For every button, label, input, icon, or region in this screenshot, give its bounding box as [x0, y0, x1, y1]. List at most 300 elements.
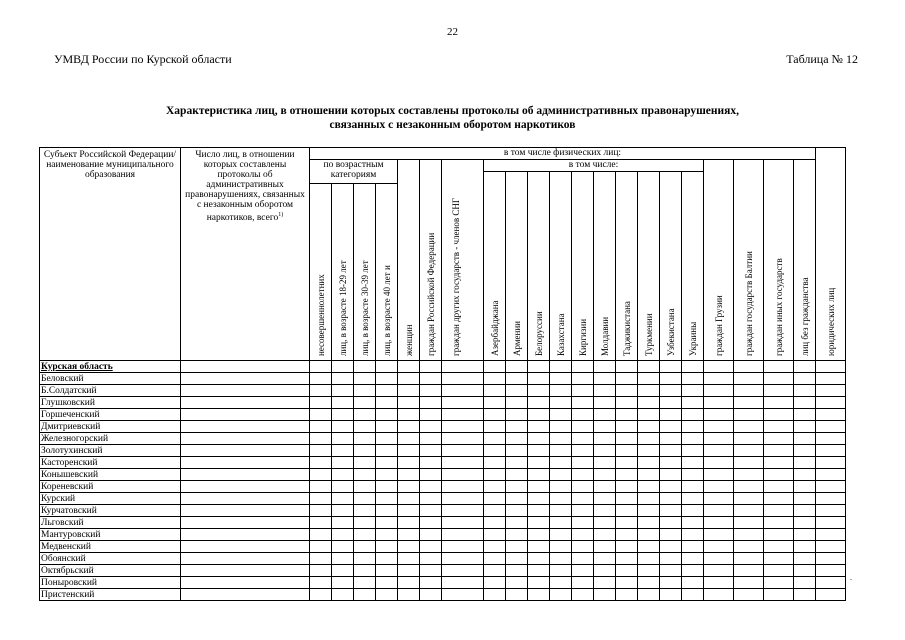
table-cell[interactable] — [660, 529, 682, 541]
table-cell[interactable] — [181, 385, 310, 397]
table-cell[interactable] — [420, 541, 442, 553]
table-cell[interactable] — [376, 385, 398, 397]
table-cell[interactable] — [638, 565, 660, 577]
table-cell[interactable] — [682, 553, 704, 565]
table-cell[interactable] — [660, 481, 682, 493]
table-cell[interactable] — [398, 397, 420, 409]
table-cell[interactable] — [816, 361, 846, 373]
table-cell[interactable] — [594, 469, 616, 481]
table-cell[interactable] — [181, 373, 310, 385]
table-cell[interactable] — [616, 421, 638, 433]
table-cell[interactable] — [734, 505, 764, 517]
table-cell[interactable] — [484, 565, 506, 577]
table-cell[interactable] — [332, 385, 354, 397]
table-cell[interactable] — [594, 421, 616, 433]
table-cell[interactable] — [638, 421, 660, 433]
table-cell[interactable] — [660, 553, 682, 565]
table-cell[interactable] — [638, 373, 660, 385]
table-cell[interactable] — [816, 385, 846, 397]
table-cell[interactable] — [816, 541, 846, 553]
table-cell[interactable] — [310, 589, 332, 601]
table-cell[interactable] — [376, 469, 398, 481]
table-cell[interactable] — [420, 421, 442, 433]
table-cell[interactable] — [572, 529, 594, 541]
table-cell[interactable] — [734, 541, 764, 553]
table-cell[interactable] — [310, 553, 332, 565]
table-cell[interactable] — [420, 589, 442, 601]
table-cell[interactable] — [354, 565, 376, 577]
table-cell[interactable] — [310, 373, 332, 385]
table-cell[interactable] — [398, 421, 420, 433]
table-cell[interactable] — [734, 397, 764, 409]
table-cell[interactable] — [420, 397, 442, 409]
table-cell[interactable] — [616, 445, 638, 457]
table-cell[interactable] — [550, 577, 572, 589]
table-cell[interactable] — [354, 445, 376, 457]
table-cell[interactable] — [310, 481, 332, 493]
table-cell[interactable] — [638, 457, 660, 469]
table-cell[interactable] — [398, 469, 420, 481]
table-cell[interactable] — [332, 589, 354, 601]
table-cell[interactable] — [181, 493, 310, 505]
table-cell[interactable] — [616, 385, 638, 397]
table-cell[interactable] — [682, 445, 704, 457]
table-cell[interactable] — [764, 589, 794, 601]
table-cell[interactable] — [442, 409, 484, 421]
table-cell[interactable] — [764, 493, 794, 505]
table-cell[interactable] — [734, 385, 764, 397]
table-cell[interactable] — [376, 517, 398, 529]
table-cell[interactable] — [764, 421, 794, 433]
table-cell[interactable] — [528, 361, 550, 373]
table-cell[interactable] — [550, 385, 572, 397]
table-cell[interactable] — [616, 541, 638, 553]
table-cell[interactable] — [332, 469, 354, 481]
table-cell[interactable] — [704, 361, 734, 373]
table-cell[interactable] — [354, 421, 376, 433]
table-cell[interactable] — [528, 553, 550, 565]
table-cell[interactable] — [310, 493, 332, 505]
table-cell[interactable] — [528, 397, 550, 409]
table-cell[interactable] — [420, 577, 442, 589]
table-cell[interactable] — [310, 517, 332, 529]
table-cell[interactable] — [660, 565, 682, 577]
table-cell[interactable] — [376, 373, 398, 385]
table-cell[interactable] — [484, 457, 506, 469]
table-cell[interactable] — [398, 373, 420, 385]
table-cell[interactable] — [660, 505, 682, 517]
table-cell[interactable] — [506, 493, 528, 505]
table-cell[interactable] — [376, 565, 398, 577]
table-cell[interactable] — [572, 517, 594, 529]
table-cell[interactable] — [354, 361, 376, 373]
table-cell[interactable] — [638, 397, 660, 409]
table-cell[interactable] — [660, 445, 682, 457]
table-cell[interactable] — [594, 505, 616, 517]
table-cell[interactable] — [354, 505, 376, 517]
table-cell[interactable] — [354, 373, 376, 385]
table-cell[interactable] — [398, 457, 420, 469]
table-cell[interactable] — [764, 541, 794, 553]
table-cell[interactable] — [398, 505, 420, 517]
table-cell[interactable] — [660, 361, 682, 373]
table-cell[interactable] — [550, 505, 572, 517]
table-cell[interactable] — [420, 409, 442, 421]
table-cell[interactable] — [704, 517, 734, 529]
table-cell[interactable] — [616, 409, 638, 421]
table-cell[interactable] — [594, 589, 616, 601]
table-cell[interactable] — [682, 565, 704, 577]
table-cell[interactable] — [398, 577, 420, 589]
table-cell[interactable] — [354, 493, 376, 505]
table-cell[interactable] — [354, 397, 376, 409]
table-cell[interactable] — [616, 589, 638, 601]
table-cell[interactable] — [506, 589, 528, 601]
table-cell[interactable] — [484, 469, 506, 481]
table-cell[interactable] — [660, 517, 682, 529]
table-cell[interactable] — [704, 493, 734, 505]
table-cell[interactable] — [794, 445, 816, 457]
table-cell[interactable] — [816, 493, 846, 505]
table-cell[interactable] — [638, 589, 660, 601]
table-cell[interactable] — [550, 445, 572, 457]
table-cell[interactable] — [794, 541, 816, 553]
table-cell[interactable] — [398, 565, 420, 577]
table-cell[interactable] — [704, 385, 734, 397]
table-cell[interactable] — [734, 589, 764, 601]
table-cell[interactable] — [442, 553, 484, 565]
table-cell[interactable] — [734, 361, 764, 373]
table-cell[interactable] — [816, 433, 846, 445]
table-cell[interactable] — [660, 457, 682, 469]
table-cell[interactable] — [638, 529, 660, 541]
table-cell[interactable] — [794, 457, 816, 469]
table-cell[interactable] — [442, 469, 484, 481]
table-cell[interactable] — [638, 385, 660, 397]
table-cell[interactable] — [594, 397, 616, 409]
table-cell[interactable] — [506, 433, 528, 445]
table-cell[interactable] — [764, 457, 794, 469]
table-cell[interactable] — [682, 541, 704, 553]
table-cell[interactable] — [354, 469, 376, 481]
table-cell[interactable] — [816, 553, 846, 565]
table-cell[interactable] — [660, 421, 682, 433]
table-cell[interactable] — [484, 421, 506, 433]
table-cell[interactable] — [682, 505, 704, 517]
table-cell[interactable] — [484, 373, 506, 385]
table-cell[interactable] — [398, 517, 420, 529]
table-cell[interactable] — [310, 541, 332, 553]
table-cell[interactable] — [181, 589, 310, 601]
table-cell[interactable] — [398, 553, 420, 565]
table-cell[interactable] — [484, 409, 506, 421]
table-cell[interactable] — [310, 433, 332, 445]
table-cell[interactable] — [682, 409, 704, 421]
table-cell[interactable] — [660, 541, 682, 553]
table-cell[interactable] — [816, 589, 846, 601]
table-cell[interactable] — [376, 445, 398, 457]
table-cell[interactable] — [181, 457, 310, 469]
table-cell[interactable] — [764, 577, 794, 589]
table-cell[interactable] — [682, 361, 704, 373]
table-cell[interactable] — [704, 529, 734, 541]
table-cell[interactable] — [794, 373, 816, 385]
table-cell[interactable] — [398, 529, 420, 541]
table-cell[interactable] — [376, 553, 398, 565]
table-cell[interactable] — [704, 481, 734, 493]
table-cell[interactable] — [794, 481, 816, 493]
table-cell[interactable] — [354, 433, 376, 445]
table-cell[interactable] — [484, 505, 506, 517]
table-cell[interactable] — [506, 565, 528, 577]
table-cell[interactable] — [332, 565, 354, 577]
table-cell[interactable] — [794, 385, 816, 397]
table-cell[interactable] — [376, 493, 398, 505]
table-cell[interactable] — [572, 505, 594, 517]
table-cell[interactable] — [506, 373, 528, 385]
table-cell[interactable] — [376, 397, 398, 409]
table-cell[interactable] — [660, 589, 682, 601]
table-cell[interactable] — [616, 505, 638, 517]
table-cell[interactable] — [420, 481, 442, 493]
table-cell[interactable] — [484, 445, 506, 457]
table-cell[interactable] — [616, 529, 638, 541]
table-cell[interactable] — [354, 385, 376, 397]
table-cell[interactable] — [704, 457, 734, 469]
table-cell[interactable] — [682, 481, 704, 493]
table-cell[interactable] — [794, 565, 816, 577]
table-cell[interactable] — [528, 421, 550, 433]
table-cell[interactable] — [550, 541, 572, 553]
table-cell[interactable] — [506, 517, 528, 529]
table-cell[interactable] — [398, 541, 420, 553]
table-cell[interactable] — [442, 493, 484, 505]
table-cell[interactable] — [638, 505, 660, 517]
table-cell[interactable] — [638, 361, 660, 373]
table-cell[interactable] — [376, 421, 398, 433]
table-cell[interactable] — [484, 433, 506, 445]
table-cell[interactable] — [794, 493, 816, 505]
table-cell[interactable] — [420, 493, 442, 505]
table-cell[interactable] — [794, 409, 816, 421]
table-cell[interactable] — [398, 445, 420, 457]
table-cell[interactable] — [734, 373, 764, 385]
table-cell[interactable] — [528, 457, 550, 469]
table-cell[interactable] — [528, 517, 550, 529]
table-cell[interactable] — [398, 385, 420, 397]
table-cell[interactable] — [638, 517, 660, 529]
table-cell[interactable] — [572, 553, 594, 565]
table-cell[interactable] — [572, 433, 594, 445]
table-cell[interactable] — [734, 493, 764, 505]
table-cell[interactable] — [704, 505, 734, 517]
table-cell[interactable] — [816, 577, 846, 589]
table-cell[interactable] — [332, 541, 354, 553]
table-cell[interactable] — [310, 421, 332, 433]
table-cell[interactable] — [354, 481, 376, 493]
table-cell[interactable] — [638, 409, 660, 421]
table-cell[interactable] — [181, 529, 310, 541]
table-cell[interactable] — [181, 481, 310, 493]
table-cell[interactable] — [764, 433, 794, 445]
table-cell[interactable] — [638, 445, 660, 457]
table-cell[interactable] — [376, 589, 398, 601]
table-cell[interactable] — [764, 373, 794, 385]
table-cell[interactable] — [442, 457, 484, 469]
table-cell[interactable] — [528, 385, 550, 397]
table-cell[interactable] — [572, 397, 594, 409]
table-cell[interactable] — [764, 553, 794, 565]
table-cell[interactable] — [506, 445, 528, 457]
table-cell[interactable] — [638, 481, 660, 493]
table-cell[interactable] — [572, 541, 594, 553]
table-cell[interactable] — [528, 589, 550, 601]
table-cell[interactable] — [572, 469, 594, 481]
table-cell[interactable] — [616, 433, 638, 445]
table-cell[interactable] — [594, 529, 616, 541]
table-cell[interactable] — [704, 589, 734, 601]
table-cell[interactable] — [682, 397, 704, 409]
table-cell[interactable] — [420, 469, 442, 481]
table-cell[interactable] — [376, 433, 398, 445]
table-cell[interactable] — [704, 421, 734, 433]
table-cell[interactable] — [398, 361, 420, 373]
table-cell[interactable] — [354, 541, 376, 553]
table-cell[interactable] — [734, 529, 764, 541]
table-cell[interactable] — [794, 505, 816, 517]
table-cell[interactable] — [794, 589, 816, 601]
table-cell[interactable] — [816, 481, 846, 493]
table-cell[interactable] — [572, 421, 594, 433]
table-cell[interactable] — [794, 361, 816, 373]
table-cell[interactable] — [528, 505, 550, 517]
table-cell[interactable] — [484, 553, 506, 565]
table-cell[interactable] — [794, 469, 816, 481]
table-cell[interactable] — [594, 577, 616, 589]
table-cell[interactable] — [442, 361, 484, 373]
table-cell[interactable] — [594, 553, 616, 565]
table-cell[interactable] — [376, 361, 398, 373]
table-cell[interactable] — [420, 517, 442, 529]
table-cell[interactable] — [550, 373, 572, 385]
table-cell[interactable] — [332, 361, 354, 373]
table-cell[interactable] — [332, 517, 354, 529]
table-cell[interactable] — [442, 445, 484, 457]
table-cell[interactable] — [682, 433, 704, 445]
table-cell[interactable] — [704, 565, 734, 577]
table-cell[interactable] — [442, 589, 484, 601]
table-cell[interactable] — [310, 469, 332, 481]
table-cell[interactable] — [442, 541, 484, 553]
table-cell[interactable] — [660, 385, 682, 397]
table-cell[interactable] — [816, 565, 846, 577]
table-cell[interactable] — [442, 385, 484, 397]
table-cell[interactable] — [506, 457, 528, 469]
table-cell[interactable] — [638, 541, 660, 553]
table-cell[interactable] — [506, 529, 528, 541]
table-cell[interactable] — [816, 445, 846, 457]
table-cell[interactable] — [310, 385, 332, 397]
table-cell[interactable] — [594, 409, 616, 421]
table-cell[interactable] — [442, 373, 484, 385]
table-cell[interactable] — [550, 481, 572, 493]
table-cell[interactable] — [794, 397, 816, 409]
table-cell[interactable] — [181, 409, 310, 421]
table-cell[interactable] — [734, 553, 764, 565]
table-cell[interactable] — [310, 457, 332, 469]
table-cell[interactable] — [550, 421, 572, 433]
table-cell[interactable] — [764, 397, 794, 409]
table-cell[interactable] — [332, 373, 354, 385]
table-cell[interactable] — [616, 481, 638, 493]
table-cell[interactable] — [704, 541, 734, 553]
table-cell[interactable] — [398, 409, 420, 421]
table-cell[interactable] — [506, 577, 528, 589]
table-cell[interactable] — [528, 565, 550, 577]
table-cell[interactable] — [376, 457, 398, 469]
table-cell[interactable] — [506, 421, 528, 433]
table-cell[interactable] — [704, 469, 734, 481]
table-cell[interactable] — [704, 373, 734, 385]
table-cell[interactable] — [764, 469, 794, 481]
table-cell[interactable] — [354, 457, 376, 469]
table-cell[interactable] — [332, 409, 354, 421]
table-cell[interactable] — [420, 505, 442, 517]
table-cell[interactable] — [484, 397, 506, 409]
table-cell[interactable] — [550, 589, 572, 601]
table-cell[interactable] — [660, 577, 682, 589]
table-cell[interactable] — [484, 493, 506, 505]
table-cell[interactable] — [442, 481, 484, 493]
table-cell[interactable] — [442, 421, 484, 433]
table-cell[interactable] — [181, 397, 310, 409]
table-cell[interactable] — [332, 577, 354, 589]
table-cell[interactable] — [616, 397, 638, 409]
table-cell[interactable] — [506, 361, 528, 373]
table-cell[interactable] — [764, 445, 794, 457]
table-cell[interactable] — [764, 565, 794, 577]
table-cell[interactable] — [550, 553, 572, 565]
table-cell[interactable] — [704, 553, 734, 565]
table-cell[interactable] — [616, 565, 638, 577]
table-cell[interactable] — [484, 517, 506, 529]
table-cell[interactable] — [528, 529, 550, 541]
table-cell[interactable] — [638, 469, 660, 481]
table-cell[interactable] — [794, 421, 816, 433]
table-cell[interactable] — [594, 565, 616, 577]
table-cell[interactable] — [354, 577, 376, 589]
table-cell[interactable] — [704, 409, 734, 421]
table-cell[interactable] — [704, 445, 734, 457]
table-cell[interactable] — [420, 445, 442, 457]
table-cell[interactable] — [442, 529, 484, 541]
table-cell[interactable] — [594, 445, 616, 457]
table-cell[interactable] — [616, 517, 638, 529]
table-cell[interactable] — [816, 457, 846, 469]
table-cell[interactable] — [594, 481, 616, 493]
table-cell[interactable] — [638, 433, 660, 445]
table-cell[interactable] — [354, 553, 376, 565]
table-cell[interactable] — [660, 409, 682, 421]
table-cell[interactable] — [616, 361, 638, 373]
table-cell[interactable] — [638, 553, 660, 565]
table-cell[interactable] — [528, 481, 550, 493]
table-cell[interactable] — [550, 457, 572, 469]
table-cell[interactable] — [816, 421, 846, 433]
table-cell[interactable] — [682, 373, 704, 385]
table-cell[interactable] — [660, 469, 682, 481]
table-cell[interactable] — [181, 517, 310, 529]
